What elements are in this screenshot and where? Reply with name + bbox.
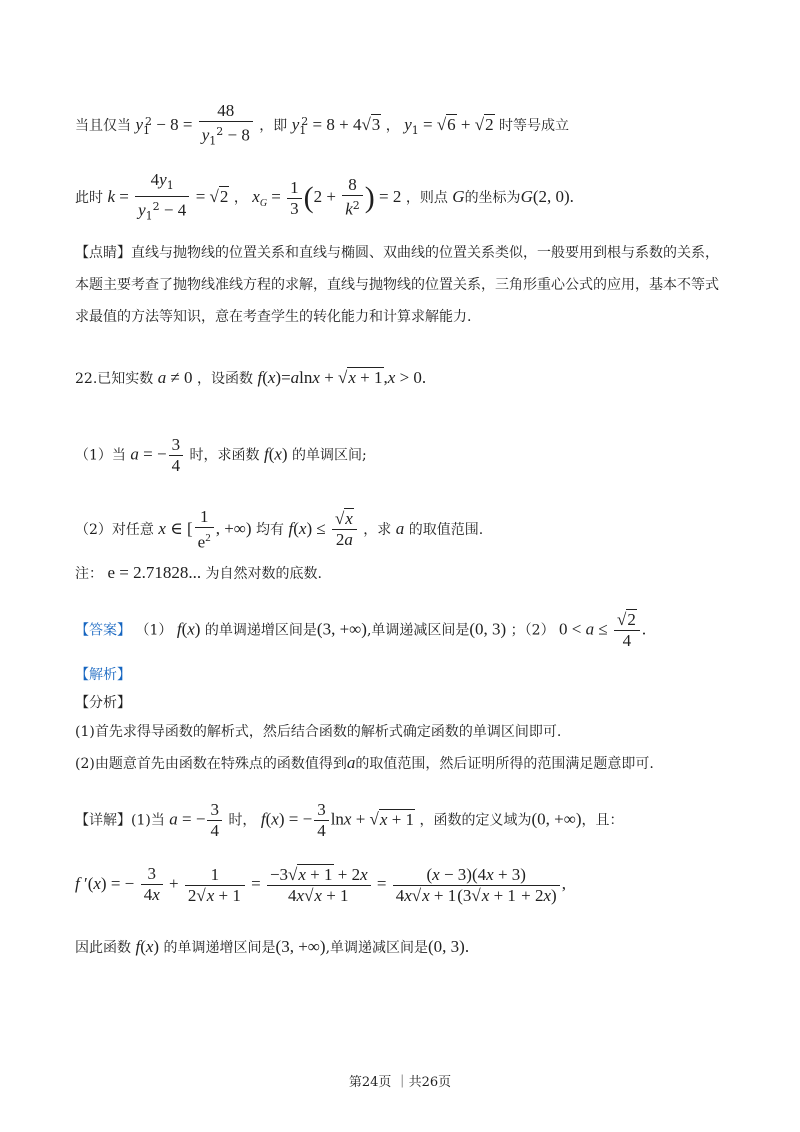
page-footer: 第24页 ｜共26页 — [348, 1075, 452, 1090]
problem-22-part1: （1）当 a = − $\frac{3}{4}$ 时，求函数 f(x) 的单调区间; — [75, 435, 367, 475]
summary-line-2: 本题主要考查了抛物线准线方程的求解，直线与抛物线的位置关系，三角形重心公式的应用，基本不等式 — [75, 277, 719, 293]
breakdown-step-2: (2)由题意首先由函数在特殊点的函数值得到a的取值范围，然后证明所得的范围满足题意即可. — [75, 753, 654, 772]
summary-line-1: 【点睛】直线与抛物线的位置关系和直线与椭圆、双曲线的位置关系类似，一般要用到根与系数的关系， — [75, 245, 719, 261]
problem-22-part2: （2）对任意 x ∈ [ $\frac{1}{e^2}$ , +∞) 均有 f(x) ≤ $\frac{√x}{2a}$ ，求 a 的取值范围. — [75, 507, 484, 552]
problem-22-stem: 22.已知实数 a ≠ 0 ，设函数 f(x)=alnx + √x + 1,x > 0. — [75, 368, 427, 387]
analysis-tag: 【解析】 — [75, 667, 131, 683]
detail-line: 【详解】(1)当 a = − $\frac{3}{4}$ 时， f(x) = − $\frac{3}{4}$ lnx + √x + 1 ，函数的定义域为(0, +∞)，且： — [75, 800, 624, 840]
derivative-formula: f ′(x) = − $\frac{3}{4x}$ + $\frac{1}{2√x + 1}$ = $\frac{-3√x + 1 + 2x}{4x√x + 1}$ = $\frac{(x - 3)(4x + 3)}{4x√x + 1(3√x + 1 + 2x)}$ , — [75, 864, 566, 905]
equality-condition-line: 当且仅当 $y_1^2 - 8$ = $\frac{48}{y_1^2 - 8}$ ，即 $y_1^2 = 8 + 4√3$ ， $y_1 = √6 + √2$ 时等号成立 — [75, 101, 570, 148]
answer-line: 【答案】 （1） f(x) 的单调递增区间是(3, +∞),单调递减区间是(0, 3) ；（2） 0 < a ≤ $\frac{√2}{4}$ . — [75, 610, 647, 650]
conclusion-line: 因此函数 f(x) 的单调递增区间是(3, +∞),单调递减区间是(0, 3). — [75, 937, 470, 956]
breakdown-step-1: (1)首先求得导函数的解析式，然后结合函数的解析式确定函数的单调区间即可. — [75, 724, 562, 740]
summary-line-3: 求最值的方法等知识，意在考查学生的转化能力和计算求解能力. — [75, 309, 472, 325]
slope-centroid-line: 此时 k = $\frac{4y_1}{y_1^2 - 4}$ = √2 ， $x_G$ = $\frac{1}{3}$ (2 + $\frac{8}{k^2}$ ) = 2 ，则点 G的坐标为G(2, 0). — [75, 170, 574, 223]
answer-tag: 【答案】 — [75, 622, 131, 639]
note-line: 注： e = 2.71828... 为自然对数的底数. — [75, 563, 322, 582]
breakdown-tag: 【分析】 — [75, 695, 131, 711]
